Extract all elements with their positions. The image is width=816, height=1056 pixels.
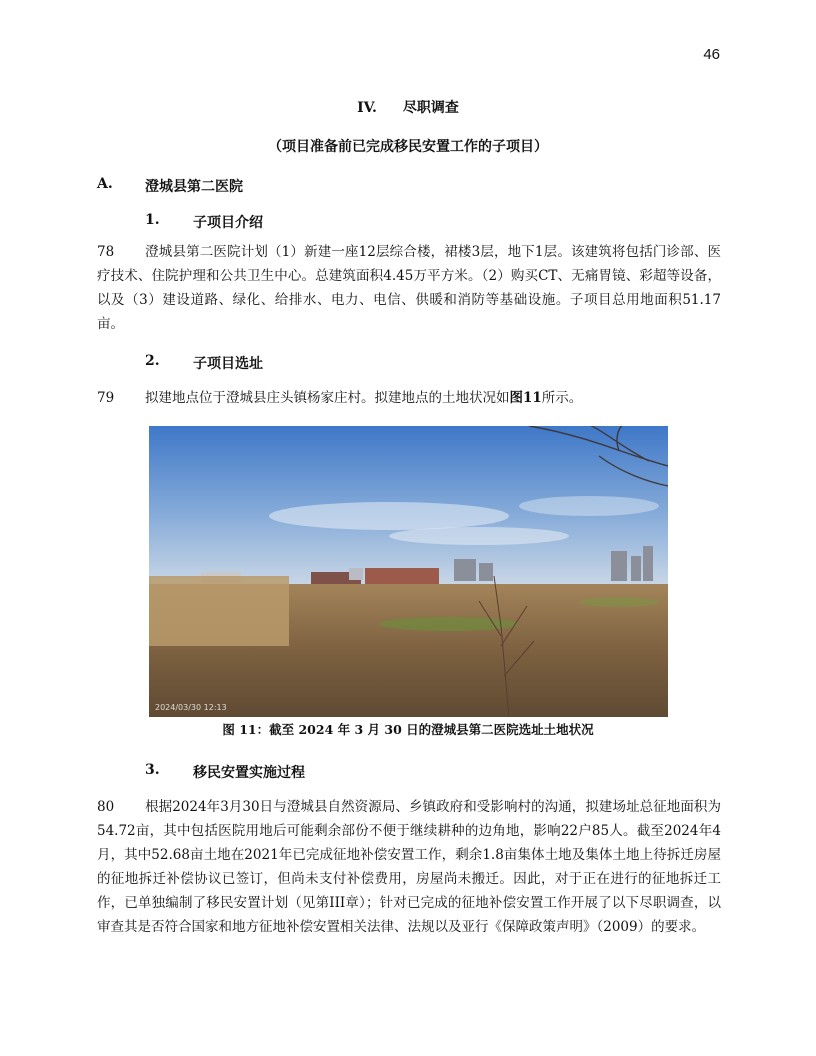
heading-number: 3. bbox=[145, 762, 160, 778]
paragraph-text-end: 所示。 bbox=[541, 390, 583, 406]
paragraph-80 bbox=[97, 795, 721, 939]
heading-number: 1. bbox=[145, 212, 160, 228]
paragraph-number: 79 bbox=[97, 390, 115, 406]
page-number: 46 bbox=[703, 46, 720, 63]
section-number: IV. bbox=[357, 100, 377, 116]
photo-timestamp: 2024/03/30 12:13 bbox=[155, 703, 227, 712]
paragraph-text: 澄城县第二医院计划（1）新建一座12层综合楼，裙楼3层，地下1层。该建筑将包括门诊部、医疗技术、住院护理和公共卫生中心。总建筑面积4.45万平方米。（2）购买CT、无痛胃镜、彩超等设备，以及（3）建设道路、绿化、给排水、电力、电信、供暖和消防等基础设施。子项目总用地面积51.17亩。 bbox=[97, 244, 721, 332]
section-subtitle: （项目准备前已完成移民安置工作的子项目） bbox=[268, 139, 548, 155]
paragraph-number: 78 bbox=[97, 244, 115, 260]
figure-reference: 图11 bbox=[509, 390, 542, 406]
section-title bbox=[0, 97, 816, 117]
green-patch bbox=[579, 597, 659, 607]
cloud bbox=[519, 496, 659, 516]
heading-number: 2. bbox=[145, 353, 160, 369]
site-photo bbox=[149, 426, 668, 717]
green-patch bbox=[379, 617, 519, 631]
paragraph-text: 拟建地点位于澄城县庄头镇杨家庄村。拟建地点的土地状况如 bbox=[145, 390, 510, 406]
subproject-name: 澄城县第二医院 bbox=[145, 179, 243, 195]
section-title-text: 尽职调查 bbox=[402, 100, 459, 116]
paragraph-text: 根据2024年3月30日与澄城县自然资源局、乡镇政府和受影响村的沟通，拟建场址总征地面积为54.72亩，其中包括医院用地后可能剩余部份不便于继续耕种的边角地，影响22户85人。截至2024年4月，其中52.68亩土地在2021年已完成征地补偿安置工作，剩余1.8亩集体土地及集体土地上待拆迁房屋的征地拆迁补偿协议已签订，但尚未支付补偿费用，房屋尚未搬迁。因此，对于正在进行的征地拆迁工作，已单独编制了移民安置计划（见第III章）；针对已完成的征地补偿安置工作开展了以下尽职调查，以审查其是否符合国家和地方征地补偿安置相关法律、法规以及亚行《保障政策声明》（2009）的要求。 bbox=[97, 799, 721, 935]
heading-title: 子项目选址 bbox=[193, 356, 263, 372]
dry-grass bbox=[149, 576, 289, 646]
paragraph-78 bbox=[97, 240, 721, 336]
paragraph-number: 80 bbox=[97, 799, 115, 815]
cloud bbox=[269, 502, 509, 530]
heading-title: 移民安置实施过程 bbox=[193, 765, 305, 781]
heading-title: 子项目介绍 bbox=[193, 215, 263, 231]
cloud bbox=[389, 527, 569, 545]
subproject-letter: A. bbox=[97, 176, 113, 192]
building bbox=[349, 568, 363, 580]
paragraph-79 bbox=[97, 386, 721, 410]
figure-caption: 图 11：截至 2024 年 3 月 30 日的澄城县第二医院选址土地状况 bbox=[222, 722, 594, 737]
